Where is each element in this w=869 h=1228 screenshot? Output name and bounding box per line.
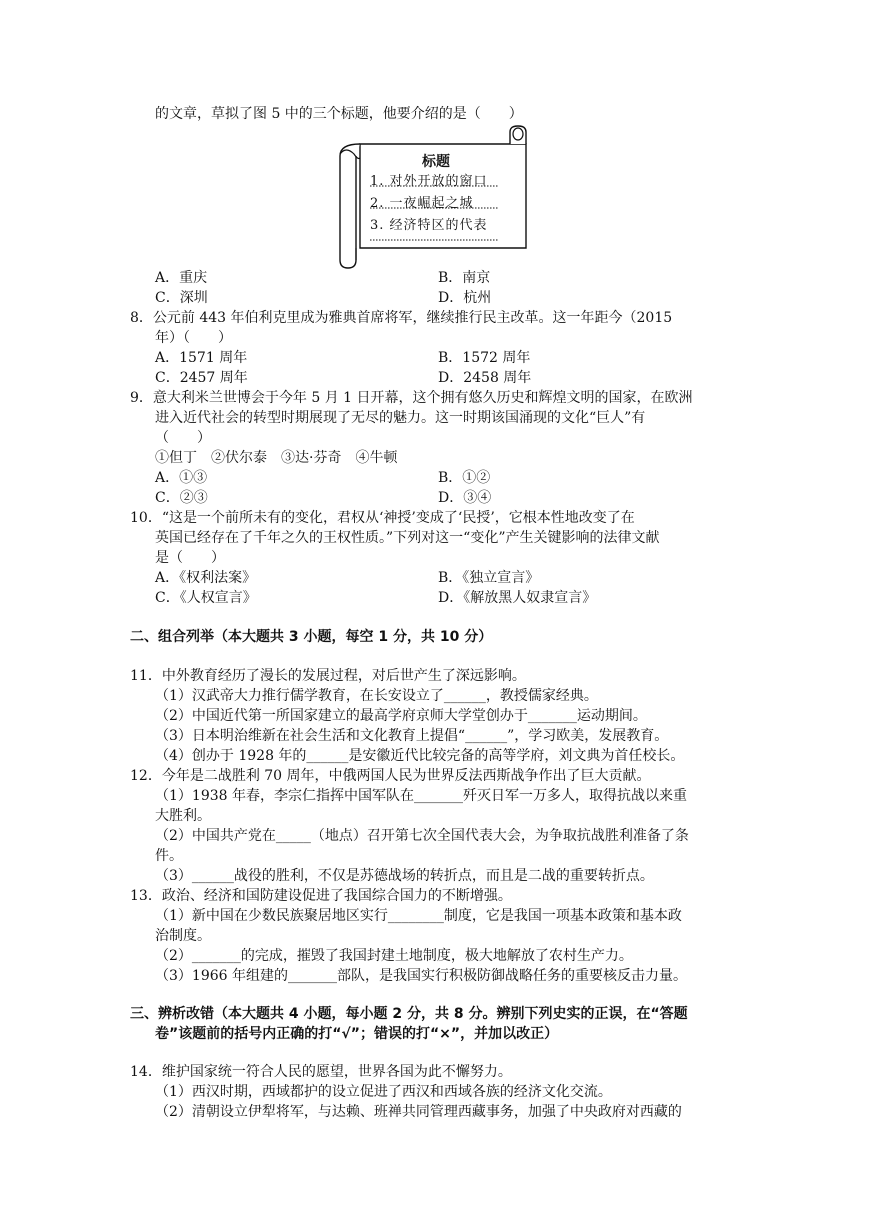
q12-part-2-line1: （2）中国共产党在_____（地点）召开第七次全国代表大会，为争取抗战胜利准备了条 bbox=[155, 828, 689, 844]
scroll-item-3: 3. 经济特区的代表 bbox=[370, 218, 488, 233]
q11-stem: 11．中外教育经历了漫长的发展过程，对后世产生了深远影响。 bbox=[130, 668, 526, 684]
q8-option-b: B．1572 周年 bbox=[438, 350, 531, 366]
q9-stem-line1: 9．意大利米兰世博会于今年 5 月 1 日开幕，这个拥有悠久历史和辉煌文明的国家，在欧洲 bbox=[130, 390, 693, 406]
q10-stem-line3: 是（ ） bbox=[155, 550, 225, 566]
scroll-item-2: 2. 一夜崛起之城 bbox=[370, 196, 474, 211]
q9-stem-line3: （ ） bbox=[155, 430, 211, 446]
q10-option-c: C．《人权宣言》 bbox=[155, 590, 257, 606]
q8-stem-line1: 8．公元前 443 年伯利克里成为雅典首席将军，继续推行民主改革。这一年距今（2015 bbox=[130, 310, 673, 326]
q9-choices: ①但丁 ②伏尔泰 ③达·芬奇 ④牛顿 bbox=[155, 450, 398, 466]
q12-stem: 12．今年是二战胜利 70 周年，中俄两国人民为世界反法西斯战争作出了巨大贡献。 bbox=[130, 768, 651, 784]
q8-option-a: A．1571 周年 bbox=[155, 350, 248, 366]
q13-part-3: （3）1966 年组建的_______部队，是我国实行积极防御战略任务的重要核反击力量。 bbox=[155, 968, 687, 984]
q14-stem: 14．维护国家统一符合人民的愿望，世界各国为此不懈努力。 bbox=[130, 1064, 512, 1080]
q9-option-c: C．②③ bbox=[155, 490, 208, 506]
q7-option-d: D．杭州 bbox=[438, 290, 492, 306]
section-3-heading-line1: 三、辨析改错（本大题共 4 小题，每小题 2 分，共 8 分。辨别下列史实的正误，在“答题 bbox=[130, 1006, 688, 1022]
q9-stem-line2: 进入近代社会的转型时期展现了无尽的魅力。这一时期该国涌现的文化“巨人”有 bbox=[155, 410, 646, 426]
q9-option-d: D．③④ bbox=[438, 490, 492, 506]
q8-option-d: D．2458 周年 bbox=[438, 370, 532, 386]
q12-part-2-line2: 件。 bbox=[155, 848, 183, 864]
q7-option-a: A．重庆 bbox=[155, 270, 208, 286]
q9-option-a: A．①③ bbox=[155, 470, 208, 486]
q10-stem-line1: 10．“这是一个前所未有的变化，君权从‘神授’变成了‘民授’，它根本性地改变了在 bbox=[130, 510, 635, 526]
q14-part-1: （1）西汉时期，西域都护的设立促进了西汉和西域各族的经济文化交流。 bbox=[155, 1084, 612, 1100]
q13-stem: 13．政治、经济和国防建设促进了我国综合国力的不断增强。 bbox=[130, 888, 512, 904]
q7-stem-tail: 的文章，草拟了图 5 中的三个标题，他要介绍的是（ ） bbox=[155, 106, 523, 122]
q11-part-4: （4）创办于 1928 年的______是安徽近代比较完备的高等学府，刘文典为首任校长。 bbox=[155, 748, 685, 764]
q10-option-a: A．《权利法案》 bbox=[155, 570, 257, 586]
q12-part-1-line1: （1）1938 年春，李宗仁指挥中国军队在_______歼灭日军一万多人，取得抗战以来重 bbox=[155, 788, 687, 804]
q10-stem-line2: 英国已经存在了千年之久的王权性质。”下列对这一“变化”产生关键影响的法律文献 bbox=[155, 530, 660, 546]
q8-option-c: C．2457 周年 bbox=[155, 370, 248, 386]
q8-stem-line2: 年）（ ） bbox=[155, 330, 232, 346]
q11-part-1: （1）汉武帝大力推行儒学教育，在长安设立了______，教授儒家经典。 bbox=[155, 688, 598, 704]
q14-part-2: （2）清朝设立伊犁将军，与达赖、班禅共同管理西藏事务，加强了中央政府对西藏的 bbox=[155, 1104, 682, 1120]
q11-part-3: （3）日本明治维新在社会生活和文化教育上提倡“______”，学习欧美，发展教育。 bbox=[155, 728, 669, 744]
section-3-heading-line2: 卷”该题前的括号内正确的打“√”；错误的打“×”，并加以改正） bbox=[155, 1026, 559, 1042]
scroll-item-1: 1. 对外开放的窗口 bbox=[370, 174, 488, 189]
q7-option-b: B．南京 bbox=[438, 270, 491, 286]
q12-part-3: （3）______战役的胜利，不仅是苏德战场的转折点，而且是二战的重要转折点。 bbox=[155, 868, 654, 884]
q13-part-1-line2: 治制度。 bbox=[155, 928, 211, 944]
q10-option-b: B．《独立宣言》 bbox=[438, 570, 540, 586]
q11-part-2: （2）中国近代第一所国家建立的最高学府京师大学堂创办于_______运动期间。 bbox=[155, 708, 647, 724]
section-2-heading: 二、组合列举（本大题共 3 小题，每空 1 分，共 10 分） bbox=[130, 629, 493, 645]
q10-option-d: D．《解放黑人奴隶宣言》 bbox=[438, 590, 597, 606]
q9-option-b: B．①② bbox=[438, 470, 491, 486]
q13-part-2: （2）_______的完成，摧毁了我国封建土地制度，极大地解放了农村生产力。 bbox=[155, 948, 633, 964]
q13-part-1-line1: （1）新中国在少数民族聚居地区实行________制度，它是我国一项基本政策和基本政 bbox=[155, 908, 682, 924]
scroll-figure bbox=[336, 124, 536, 272]
q12-part-1-line2: 大胜利。 bbox=[155, 808, 211, 824]
scroll-title: 标题 bbox=[422, 154, 450, 170]
q7-option-c: C．深圳 bbox=[155, 290, 208, 306]
